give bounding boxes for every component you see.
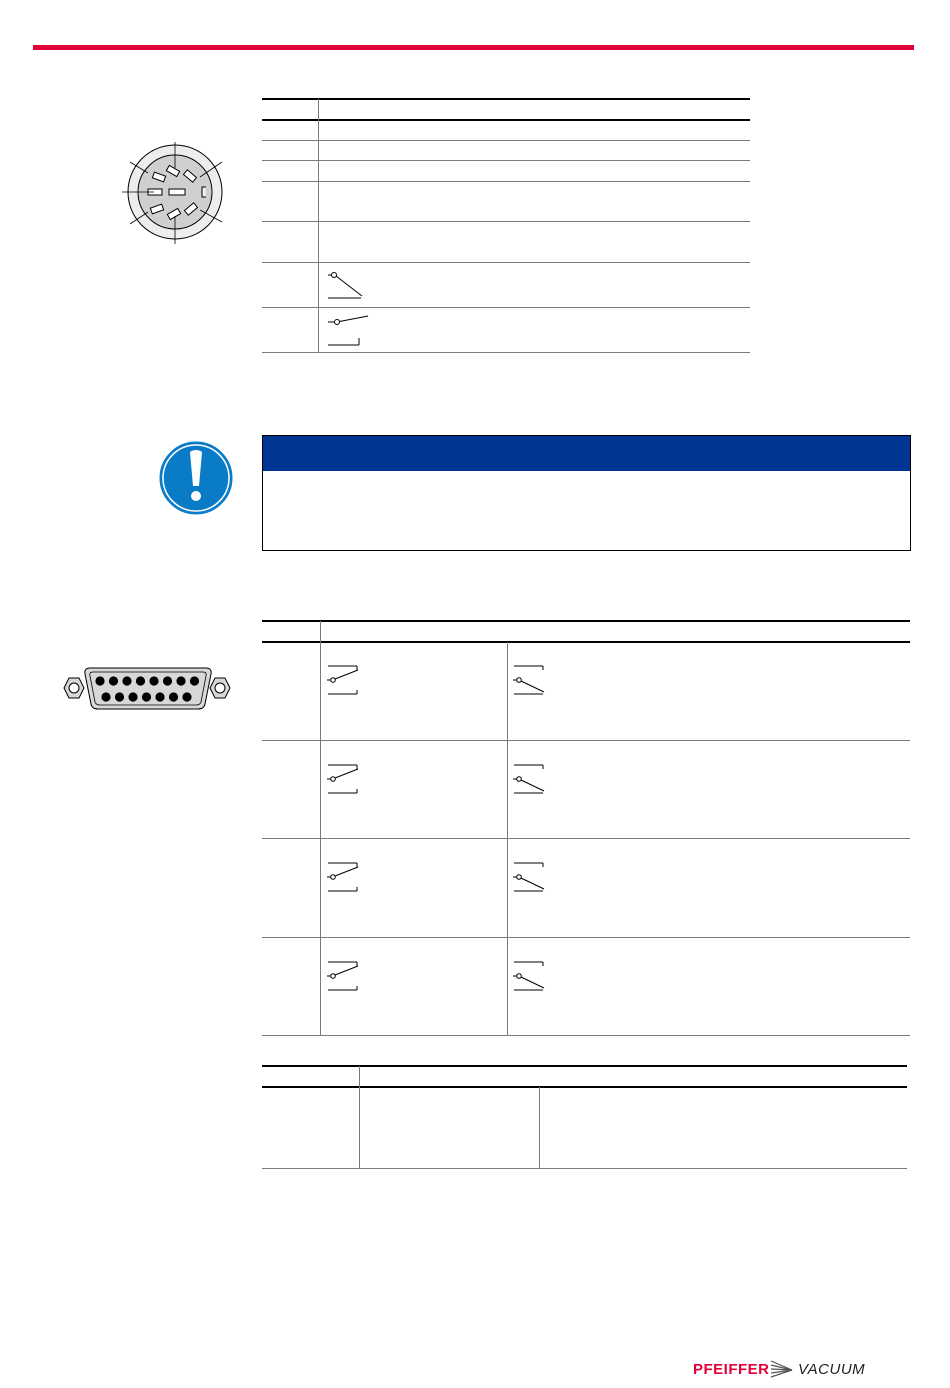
- notice-header-bar: [263, 436, 910, 471]
- exclamation-notice-icon: [158, 440, 234, 516]
- relay-contact-changeover-icon: [512, 958, 548, 994]
- relay-contact-icon: [326, 958, 362, 994]
- relay-contact-icon: [326, 859, 362, 895]
- relay-contact-closed-icon: [326, 268, 366, 300]
- pfeiffer-wing-logo-icon: [770, 1359, 794, 1381]
- header-accent-bar: [33, 45, 914, 50]
- brand-name-vacuum: VACUUM: [798, 1361, 866, 1378]
- round-8-pin-connector-icon: [118, 140, 228, 246]
- d-sub-15-connector-icon: [60, 662, 234, 714]
- relay-contact-icon: [326, 761, 362, 797]
- notice-box: [262, 435, 911, 551]
- relay-contact-changeover-icon: [512, 662, 548, 698]
- relay-contact-changeover-icon: [512, 761, 548, 797]
- relay-contact-open-icon: [326, 312, 370, 348]
- relay-contact-changeover-icon: [512, 859, 548, 895]
- pfeiffer-vacuum-logo: [693, 1355, 873, 1385]
- relay-contact-icon: [326, 662, 362, 698]
- brand-name-pfeiffer: PFEIFFER: [693, 1361, 770, 1378]
